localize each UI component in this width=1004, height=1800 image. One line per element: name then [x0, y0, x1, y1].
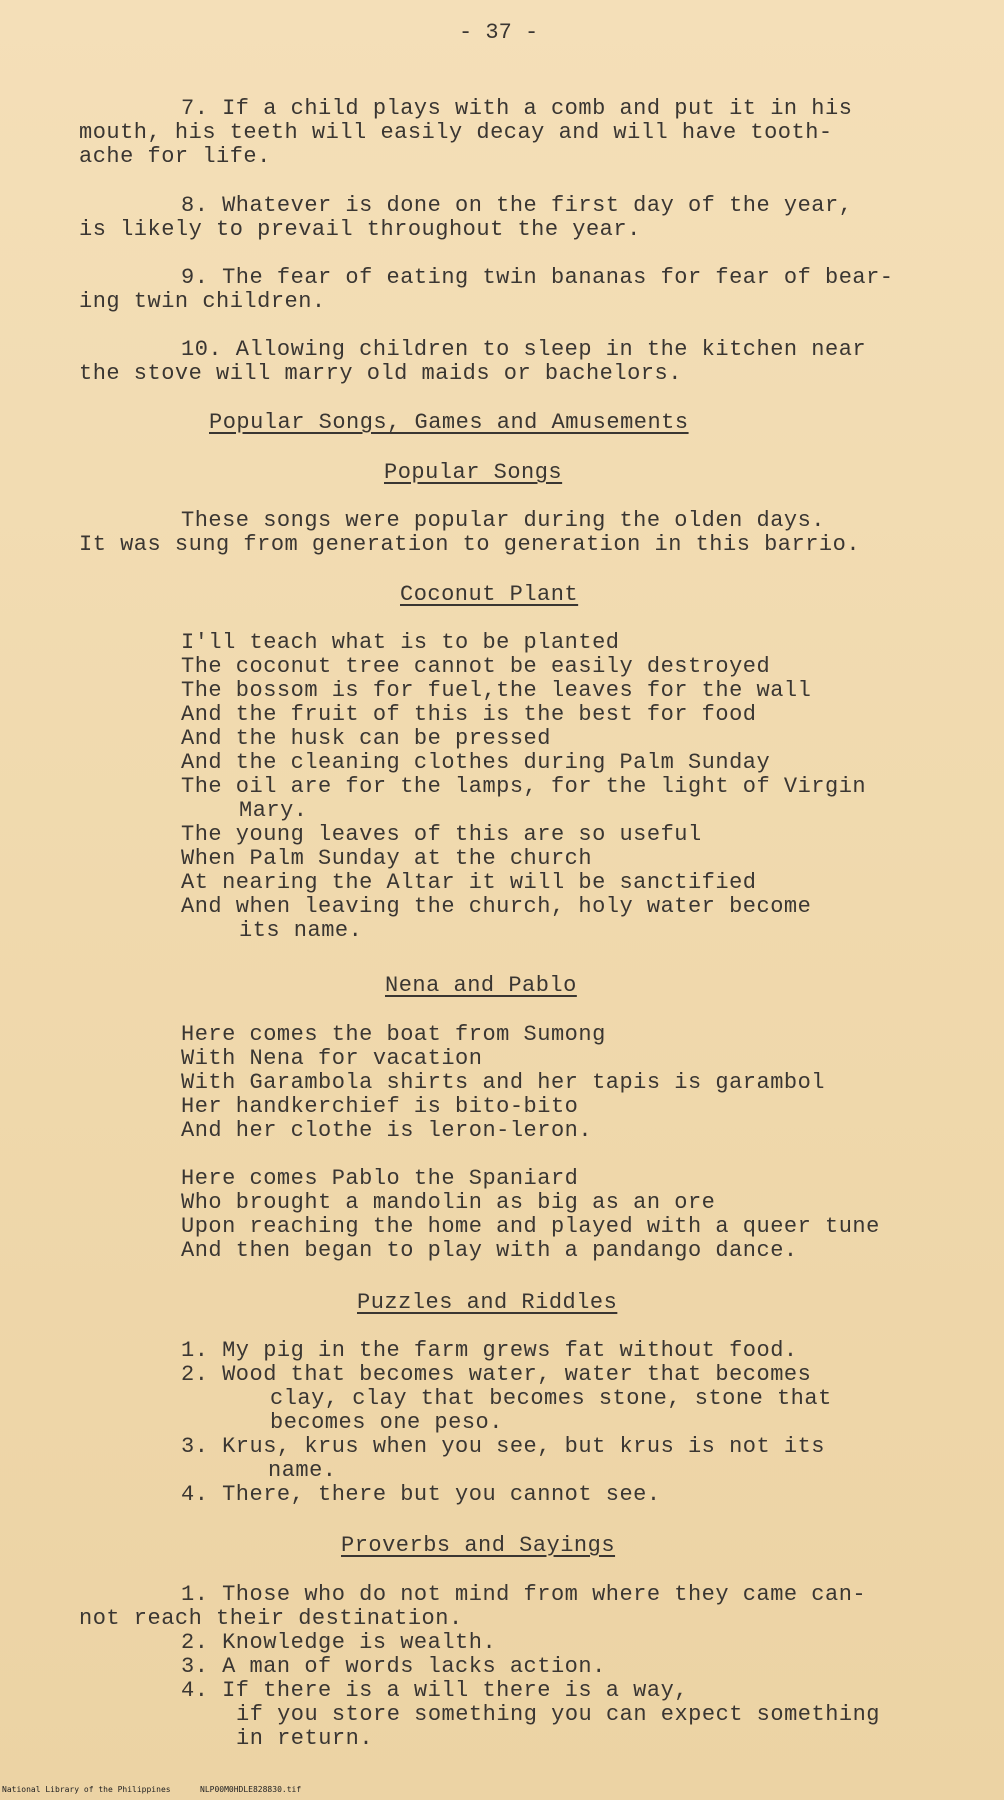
- nena-pablo-line: With Garambola shirts and her tapis is garambol: [181, 1070, 826, 1095]
- puzzle-line: name.: [268, 1458, 337, 1483]
- puzzle-line: 1. My pig in the farm grews fat without food.: [181, 1338, 798, 1363]
- coconut-line: At nearing the Altar it will be sanctified: [181, 870, 757, 895]
- proverb-line: 1. Those who do not mind from where they came can-: [181, 1582, 867, 1607]
- coconut-line: When Palm Sunday at the church: [181, 846, 593, 871]
- belief-9-line-2: ing twin children.: [79, 289, 326, 314]
- nena-pablo-line: Here comes the boat from Sumong: [181, 1022, 606, 1047]
- proverb-line: not reach their destination.: [79, 1606, 463, 1631]
- coconut-line: I'll teach what is to be planted: [181, 630, 620, 655]
- nena-pablo-line: Her handkerchief is bito-bito: [181, 1094, 579, 1119]
- proverb-line: 2. Knowledge is wealth.: [181, 1630, 497, 1655]
- puzzle-line: 4. There, there but you cannot see.: [181, 1482, 661, 1507]
- nena-pablo-line: Upon reaching the home and played with a queer tune: [181, 1214, 880, 1239]
- belief-8-line-2: is likely to prevail throughout the year.: [79, 217, 641, 242]
- footer-library-name: National Library of the Philippines: [2, 1785, 171, 1794]
- coconut-line: The coconut tree cannot be easily destroyed: [181, 654, 771, 679]
- nena-pablo-heading: Nena and Pablo: [385, 973, 577, 998]
- coconut-line: And the fruit of this is the best for food: [181, 702, 757, 727]
- coconut-line: And when leaving the church, holy water become: [181, 894, 812, 919]
- popular-songs-heading: Popular Songs: [384, 460, 563, 485]
- coconut-line: And the cleaning clothes during Palm Sunday: [181, 750, 771, 775]
- belief-9-line-1: 9. The fear of eating twin bananas for fear of bear-: [181, 265, 894, 290]
- proverb-line: 3. A man of words lacks action.: [181, 1654, 606, 1679]
- proverb-line: in return.: [236, 1726, 374, 1751]
- coconut-line: And the husk can be pressed: [181, 726, 551, 751]
- nena-pablo-line: And her clothe is leron-leron.: [181, 1118, 593, 1143]
- popular-songs-intro-1: These songs were popular during the olden days.: [181, 508, 826, 533]
- nena-pablo-line: With Nena for vacation: [181, 1046, 483, 1071]
- coconut-line: The young leaves of this are so useful: [181, 822, 702, 847]
- belief-10-line-1: 10. Allowing children to sleep in the kitchen near: [181, 337, 867, 362]
- belief-7-line-3: ache for life.: [79, 144, 271, 169]
- puzzle-line: becomes one peso.: [270, 1410, 503, 1435]
- coconut-line: its name.: [239, 918, 363, 943]
- nena-pablo-line: Who brought a mandolin as big as an ore: [181, 1190, 716, 1215]
- section-title: Popular Songs, Games and Amusements: [209, 410, 689, 435]
- belief-7-line-1: 7. If a child plays with a comb and put it in his: [181, 96, 853, 121]
- puzzle-line: 2. Wood that becomes water, water that becomes: [181, 1362, 812, 1387]
- proverbs-heading: Proverbs and Sayings: [341, 1533, 616, 1558]
- puzzles-heading: Puzzles and Riddles: [357, 1290, 618, 1315]
- belief-10-line-2: the stove will marry old maids or bachelors.: [79, 361, 682, 386]
- page-number: - 37 -: [459, 20, 539, 45]
- puzzle-line: clay, clay that becomes stone, stone that: [270, 1386, 832, 1411]
- coconut-line: The oil are for the lamps, for the light of Virgin: [181, 774, 867, 799]
- coconut-line: Mary.: [239, 798, 308, 823]
- coconut-plant-heading: Coconut Plant: [400, 582, 579, 607]
- nena-pablo-line: And then began to play with a pandango dance.: [181, 1238, 798, 1263]
- popular-songs-intro-2: It was sung from generation to generation in this barrio.: [79, 532, 861, 557]
- belief-8-line-1: 8. Whatever is done on the first day of the year,: [181, 193, 853, 218]
- belief-7-line-2: mouth, his teeth will easily decay and will have tooth-: [79, 120, 833, 145]
- nena-pablo-line: Here comes Pablo the Spaniard: [181, 1166, 579, 1191]
- coconut-line: The bossom is for fuel,the leaves for the wall: [181, 678, 812, 703]
- puzzle-line: 3. Krus, krus when you see, but krus is not its: [181, 1434, 826, 1459]
- proverb-line: 4. If there is a will there is a way,: [181, 1678, 688, 1703]
- proverb-line: if you store something you can expect something: [236, 1702, 881, 1727]
- footer-file-name: NLP00M0HDLE828830.tif: [200, 1785, 302, 1794]
